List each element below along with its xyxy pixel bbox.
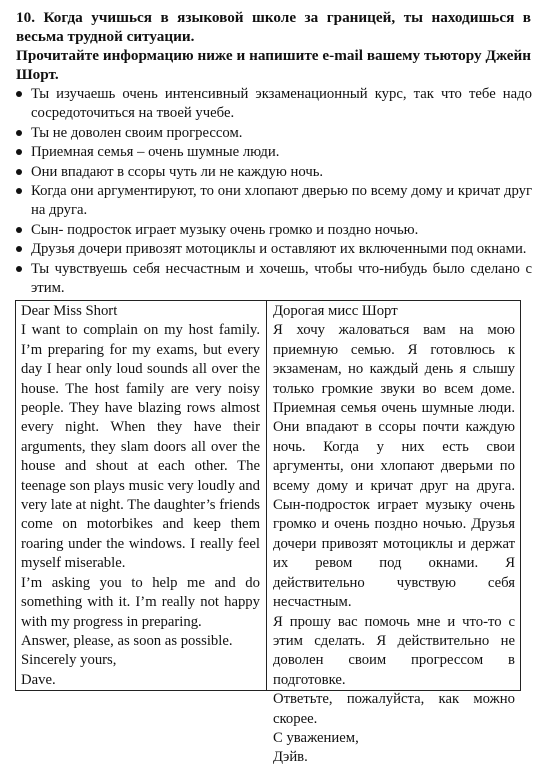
bullet-icon bbox=[16, 91, 22, 97]
english-letter-answer-request: Answer, please, as soon as possible. bbox=[21, 632, 233, 649]
english-letter-greeting: Dear Miss Short bbox=[21, 303, 118, 319]
russian-letter-request: Я прошу вас помочь мне и что-то с этим сделать. Я действительно не доволен своим прогрессом в подготовке. bbox=[273, 613, 515, 688]
russian-letter-answer-request: Ответьте, пожалуйста, как можно скорее. bbox=[273, 691, 515, 727]
bullet-icon bbox=[16, 130, 22, 136]
english-letter-request: I’m asking you to help me and do something with it. I’m really not happy with my progress in preparing. bbox=[21, 574, 260, 630]
task-instruction: Прочитайте информацию ниже и напишите e-mail вашему тьютору Джейн Шорт. bbox=[16, 47, 531, 83]
bullet-icon bbox=[16, 188, 22, 194]
english-letter-signature: Dave. bbox=[21, 671, 56, 688]
list-item-text: Они впадают в ссоры чуть ли не каждую ночь. bbox=[31, 163, 324, 180]
list-item bbox=[14, 182, 532, 221]
bullet-icon bbox=[16, 149, 22, 155]
russian-letter-greeting: Дорогая мисс Шорт bbox=[273, 303, 398, 319]
bullet-icon bbox=[16, 246, 22, 252]
bullet-icon bbox=[16, 227, 22, 233]
russian-letter-closing: С уважением, bbox=[273, 729, 359, 746]
situation-list bbox=[14, 85, 532, 298]
english-letter-closing: Sincerely yours, bbox=[21, 652, 117, 669]
list-item bbox=[14, 240, 532, 259]
list-item-text: Когда они аргументируют, то они хлопают дверью по всему дому и кричат друг на друга. bbox=[31, 183, 532, 219]
task-heading bbox=[16, 8, 531, 84]
bullet-icon bbox=[16, 266, 22, 272]
letters-table bbox=[15, 300, 521, 766]
list-item bbox=[14, 221, 532, 240]
russian-letter-body: Я хочу жаловаться вам на мою приемную семью. Я готовлюсь к экзаменам, но каждый день я слышу только громкие звуки во всем доме. Приемная семья очень шумные люди. Они впадают в ссоры почти каждую ночь. Когда у них есть свои аргументы, они хлопают дверьми по всему дому и кричат друг на друга. Сын-подросток играет музыку очень громко и очень поздно ночью. Друзья дочери привозят мотоциклы и держат их ревом под окнами. Я действительно чувствую себя несчастным. bbox=[273, 322, 515, 611]
list-item bbox=[14, 260, 532, 299]
russian-letter-signature: Дэйв. bbox=[273, 749, 308, 766]
list-item-text: Ты изучаешь очень интенсивный экзаменационный курс, так что тебе надо сосредоточиться на твоей учебе. bbox=[31, 86, 532, 122]
list-item-text: Приемная семья – очень шумные люди. bbox=[31, 144, 280, 161]
list-item bbox=[14, 163, 532, 182]
list-item bbox=[14, 85, 532, 124]
bullet-icon bbox=[16, 169, 22, 175]
list-item-text: Ты не доволен своим прогрессом. bbox=[31, 124, 243, 141]
task-title: 10. Когда учишься в языковой школе за границей, ты находишься в весьма трудной ситуации. bbox=[16, 9, 531, 45]
english-letter bbox=[16, 301, 267, 690]
list-item bbox=[14, 143, 532, 162]
list-item-text: Друзья дочери привозят мотоциклы и оставляют их включенными под окнами. bbox=[31, 241, 527, 258]
english-letter-body: I want to complain on my host family. I’m preparing for my exams, but every day I hear only loud sounds all over the house. The host family are very noisy people. They have blazing rows almost every night. When they have their arguments, they slam doors all over the house and shout at each other. The teenage son plays music very loudly and very late at night. The daughter’s friends come on motorbikes and keep them roaring under the windows. I really feel myself miserable. bbox=[21, 322, 260, 572]
list-item bbox=[14, 124, 532, 143]
list-item-text: Сын- подросток играет музыку очень громко и поздно ночью. bbox=[31, 221, 419, 238]
list-item-text: Ты чувствуешь себя несчастным и хочешь, чтобы что-нибудь было сделано с этим. bbox=[31, 260, 532, 297]
russian-letter bbox=[267, 301, 520, 766]
